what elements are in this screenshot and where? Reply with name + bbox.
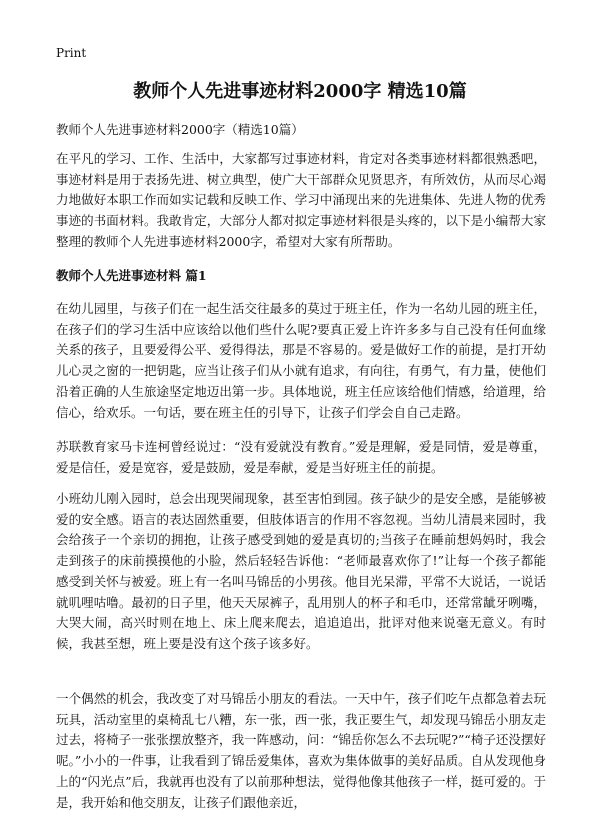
body-paragraph: 小班幼儿刚入园时，总会出现哭闹现象，甚至害怕到园。孩子缺少的是安全感，是能够被爱的安全感。语言的表达固然重要，但肢体语言的作用不容忽视。当幼儿清晨来园时，我会给孩子一个亲切的拥抱，让孩子感受到她的爱是真切的;当孩子在睡前想妈妈时，我会走到孩子的床前摸摸他的小脸，然后轻轻告诉他：“老师最喜欢你了!”让每一个孩子都能感受到关怀与被爱。班上有一名叫马锦岳的小男孩。他目光呆滞，平常不大说话，一说话就叽哩咕噜。最初的日子里，他天天尿裤子，乱用别人的杯子和毛巾，还常常龇牙咧嘴，大哭大闹，高兴时则在地上、床上爬来爬去，追追追出，批评对他来说毫无意义。有时候，我甚至想，班上要是没有这个孩子该多好。 xyxy=(56,491,546,651)
body-paragraph: 苏联教育家马卡连柯曾经说过：“没有爱就没有教育。”爱是理解，爱是同情，爱是尊重，爱是信任，爱是宽容，爱是鼓励，爱是奉献，爱是当好班主任的前提。 xyxy=(56,439,546,475)
page-title: 教师个人先进事迹材料2000字 精选10篇 xyxy=(133,81,467,102)
body-paragraph: 一个偶然的机会，我改变了对马锦岳小朋友的看法。一天中午，孩子们吃午点都急着去玩玩具，活动室里的桌椅乱七八糟，东一张，西一张，我正要生气，却发现马锦岳小朋友走过去，将椅子一张张摆放整齐，我一阵感动，问：“锦岳你怎么不去玩呢?”“椅子还没摆好呢。”小小的一件事，让我看到了锦岳爱集体，喜欢为集体做事的美好品质。自从发现他身上的“闪光点”后，我就再也没有了以前那种想法，觉得他像其他孩子一样，挺可爱的。于是，我开始和他交朋友，让孩子们跟他亲近， xyxy=(56,691,546,810)
intro-paragraph: 在平凡的学习、工作、生活中，大家都写过事迹材料，肯定对各类事迹材料都很熟悉吧，事迹材料是用于表扬先进、树立典型，使广大干部群众见贤思齐，有所效仿，从而尽心竭力地做好本职工作而如实记载和反映工作、学习中涌现出来的先进集体、先进人物的优秀事迹的书面材料。我敢肯定，大部分人都对拟定事迹材料很是头疼的，以下是小编帮大家整理的教师个人先进事迹材料2000字，希望对大家有所帮助。 xyxy=(56,151,546,249)
body-paragraph: 在幼儿园里，与孩子们在一起生活交往最多的莫过于班主任，作为一名幼儿园的班主任，在孩子们的学习生活中应该给以他们些什么呢?要真正爱上许许多多与自己没有任何血缘关系的孩子，且要爱得公平、爱得得法，那是不容易的。爱是做好工作的前提，是打开幼儿心灵之窗的一把钥匙，应当让孩子们从小就有追求，有向往，有勇气，有力量，使他们沿着正确的人生旅途坚定地迈出第一步。具体地说，班主任应该给他们情感，给道理，给信心，给欢乐。一句话，要在班主任的引导下，让孩子们学会自自己走路。 xyxy=(56,301,546,420)
section-heading: 教师个人先进事迹材料 篇1 xyxy=(56,268,207,283)
print-link[interactable]: Print xyxy=(56,46,87,60)
document-subtitle: 教师个人先进事迹材料2000字（精选10篇） xyxy=(56,122,304,137)
